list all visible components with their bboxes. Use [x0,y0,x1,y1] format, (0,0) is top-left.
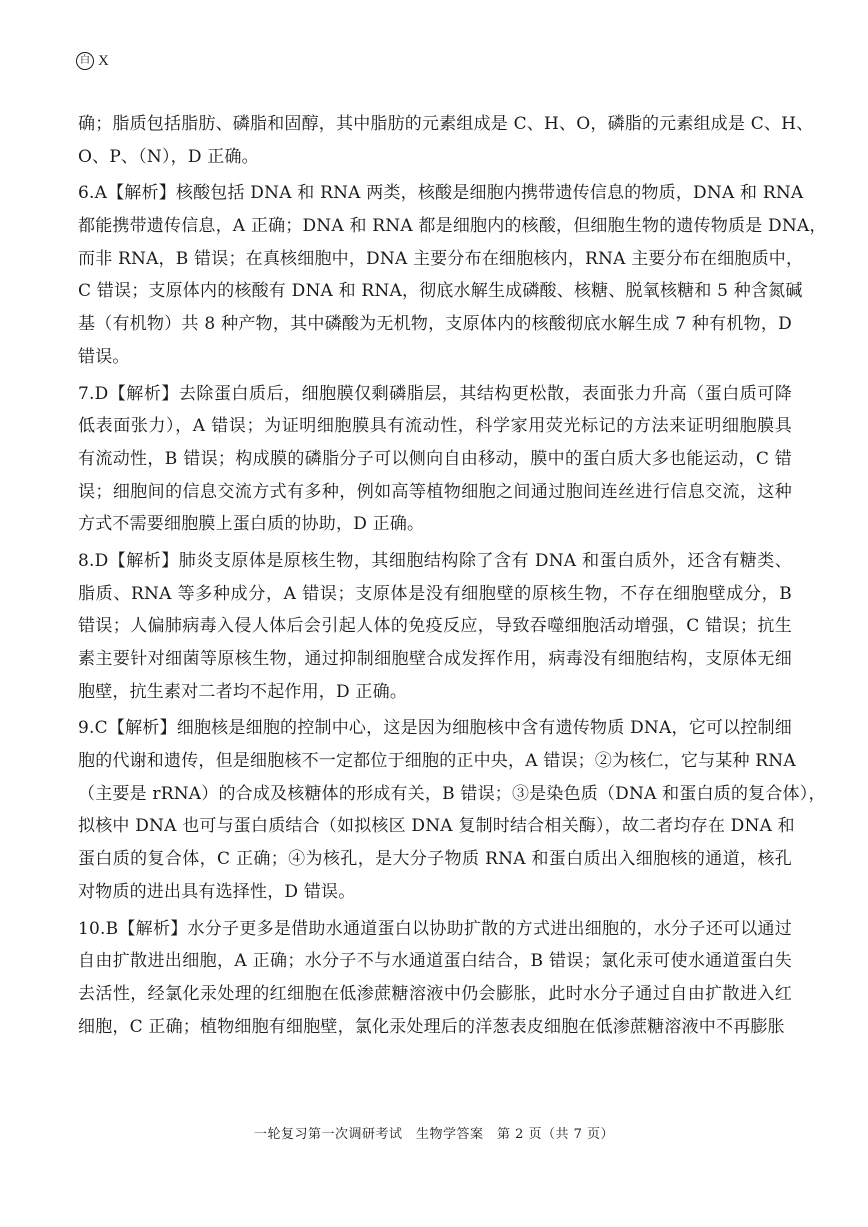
corner-mark [76,52,109,70]
answer-paragraph [78,378,792,541]
text-line: 基（有机物）共 8 种产物，其中磷酸为无机物，支原体内的核酸彻底水解生成 7 种有机物，D [78,314,792,335]
answer-paragraph [78,545,792,708]
text-line: 低表面张力），A 错误；为证明细胞膜具有流动性，科学家用荧光标记的方法来证明细胞膜具 [78,416,792,437]
text-line: 对物质的进出具有选择性，D 错误。 [78,881,356,902]
text-line: 10.B【解析】水分子更多是借助水通道蛋白以协助扩散的方式进出细胞的，水分子还可以通过 [78,918,792,939]
text-line: 去活性，经氯化汞处理的红细胞在低渗蔗糖溶液中仍会膨胀，此时水分子通过自由扩散进入红 [78,983,792,1004]
text-line: 7.D【解析】去除蛋白质后，细胞膜仅剩磷脂层，其结构更松散，表面张力升高（蛋白质可降 [78,383,792,404]
text-line: 细胞，C 正确；植物细胞有细胞壁，氯化汞处理后的洋葱表皮细胞在低渗蔗糖溶液中不再膨胀 [78,1016,785,1037]
answer-text [78,108,827,1043]
text-line: 错误。 [78,346,130,367]
text-line: C 错误；支原体内的核酸有 DNA 和 RNA，彻底水解生成磷酸、核糖、脱氧核糖和 5 种含氮碱 [78,281,803,302]
text-line: 蛋白质的复合体，C 正确；④为核孔，是大分子物质 RNA 和蛋白质出入细胞核的通道，核孔 [78,849,792,870]
text-line: 9.C【解析】细胞核是细胞的控制中心，这是因为细胞核中含有遗传物质 DNA，它可以控制细 [78,718,792,739]
text-line: 自由扩散进出细胞，A 正确；水分子不与水通道蛋白结合，B 错误；氯化汞可使水通道蛋白失 [78,951,792,972]
text-line: 而非 RNA，B 错误；在真核细胞中，DNA 主要分布在细胞核内，RNA 主要分布在细胞质中， [78,248,804,269]
answer-paragraph [78,712,826,908]
corner-mark-text: X [98,52,109,69]
answer-paragraph [78,177,827,373]
text-line: O、P、（N），D 正确。 [78,146,259,167]
text-line: （主要是 rRNA）的合成及核糖体的形成有关，B 错误；③是染色质（DNA 和蛋白质的复合体）， [78,783,826,804]
text-line: 拟核中 DNA 也可与蛋白质结合（如拟核区 DNA 复制时结合相关酶），故二者均存在 DNA 和 [78,816,795,837]
text-line: 有流动性，B 错误；构成膜的磷脂分子可以侧向自由移动，膜中的蛋白质大多也能运动，C 错 [78,448,792,469]
circled-char-icon: 白 [76,52,94,70]
text-line: 素主要针对细菌等原核生物，通过抑制细胞壁合成发挥作用，病毒没有细胞结构，支原体无细 [78,649,792,669]
text-line: 都能携带遗传信息，A 正确；DNA 和 RNA 都是细胞内的核酸，但细胞生物的遗传物质是 DNA， [78,216,827,237]
text-line: 胞壁，抗生素对二者均不起作用，D 正确。 [78,681,408,702]
answer-paragraph [78,913,792,1044]
text-line: 脂质、RNA 等多种成分，A 错误；支原体是没有细胞壁的原核生物，不存在细胞壁成分，B [78,583,792,604]
text-line: 错误；人偏肺病毒入侵人体后会引起人体的免疫反应，导致吞噬细胞活动增强，C 错误；抗生 [78,616,792,637]
text-line: 8.D【解析】肺炎支原体是原核生物，其细胞结构除了含有 DNA 和蛋白质外，还含有糖类、 [78,550,792,571]
text-line: 6.A【解析】核酸包括 DNA 和 RNA 两类，核酸是细胞内携带遗传信息的物质，DNA 和 RNA [78,183,804,204]
text-line: 误；细胞间的信息交流方式有多种，例如高等植物细胞之间通过胞间连丝进行信息交流，这种 [78,481,792,502]
answer-paragraph [78,108,814,173]
text-line: 确；脂质包括脂肪、磷脂和固醇，其中脂肪的元素组成是 C、H、O，磷脂的元素组成是 C、H、 [78,114,814,134]
text-line: 方式不需要细胞膜上蛋白质的协助，D 正确。 [78,514,425,535]
page-footer: 一轮复习第一次调研考试 生物学答案 第 2 页（共 7 页） [253,1127,615,1142]
text-line: 胞的代谢和遗传，但是细胞核不一定都位于细胞的正中央，A 错误；②为核仁，它与某种 RNA [78,751,796,772]
